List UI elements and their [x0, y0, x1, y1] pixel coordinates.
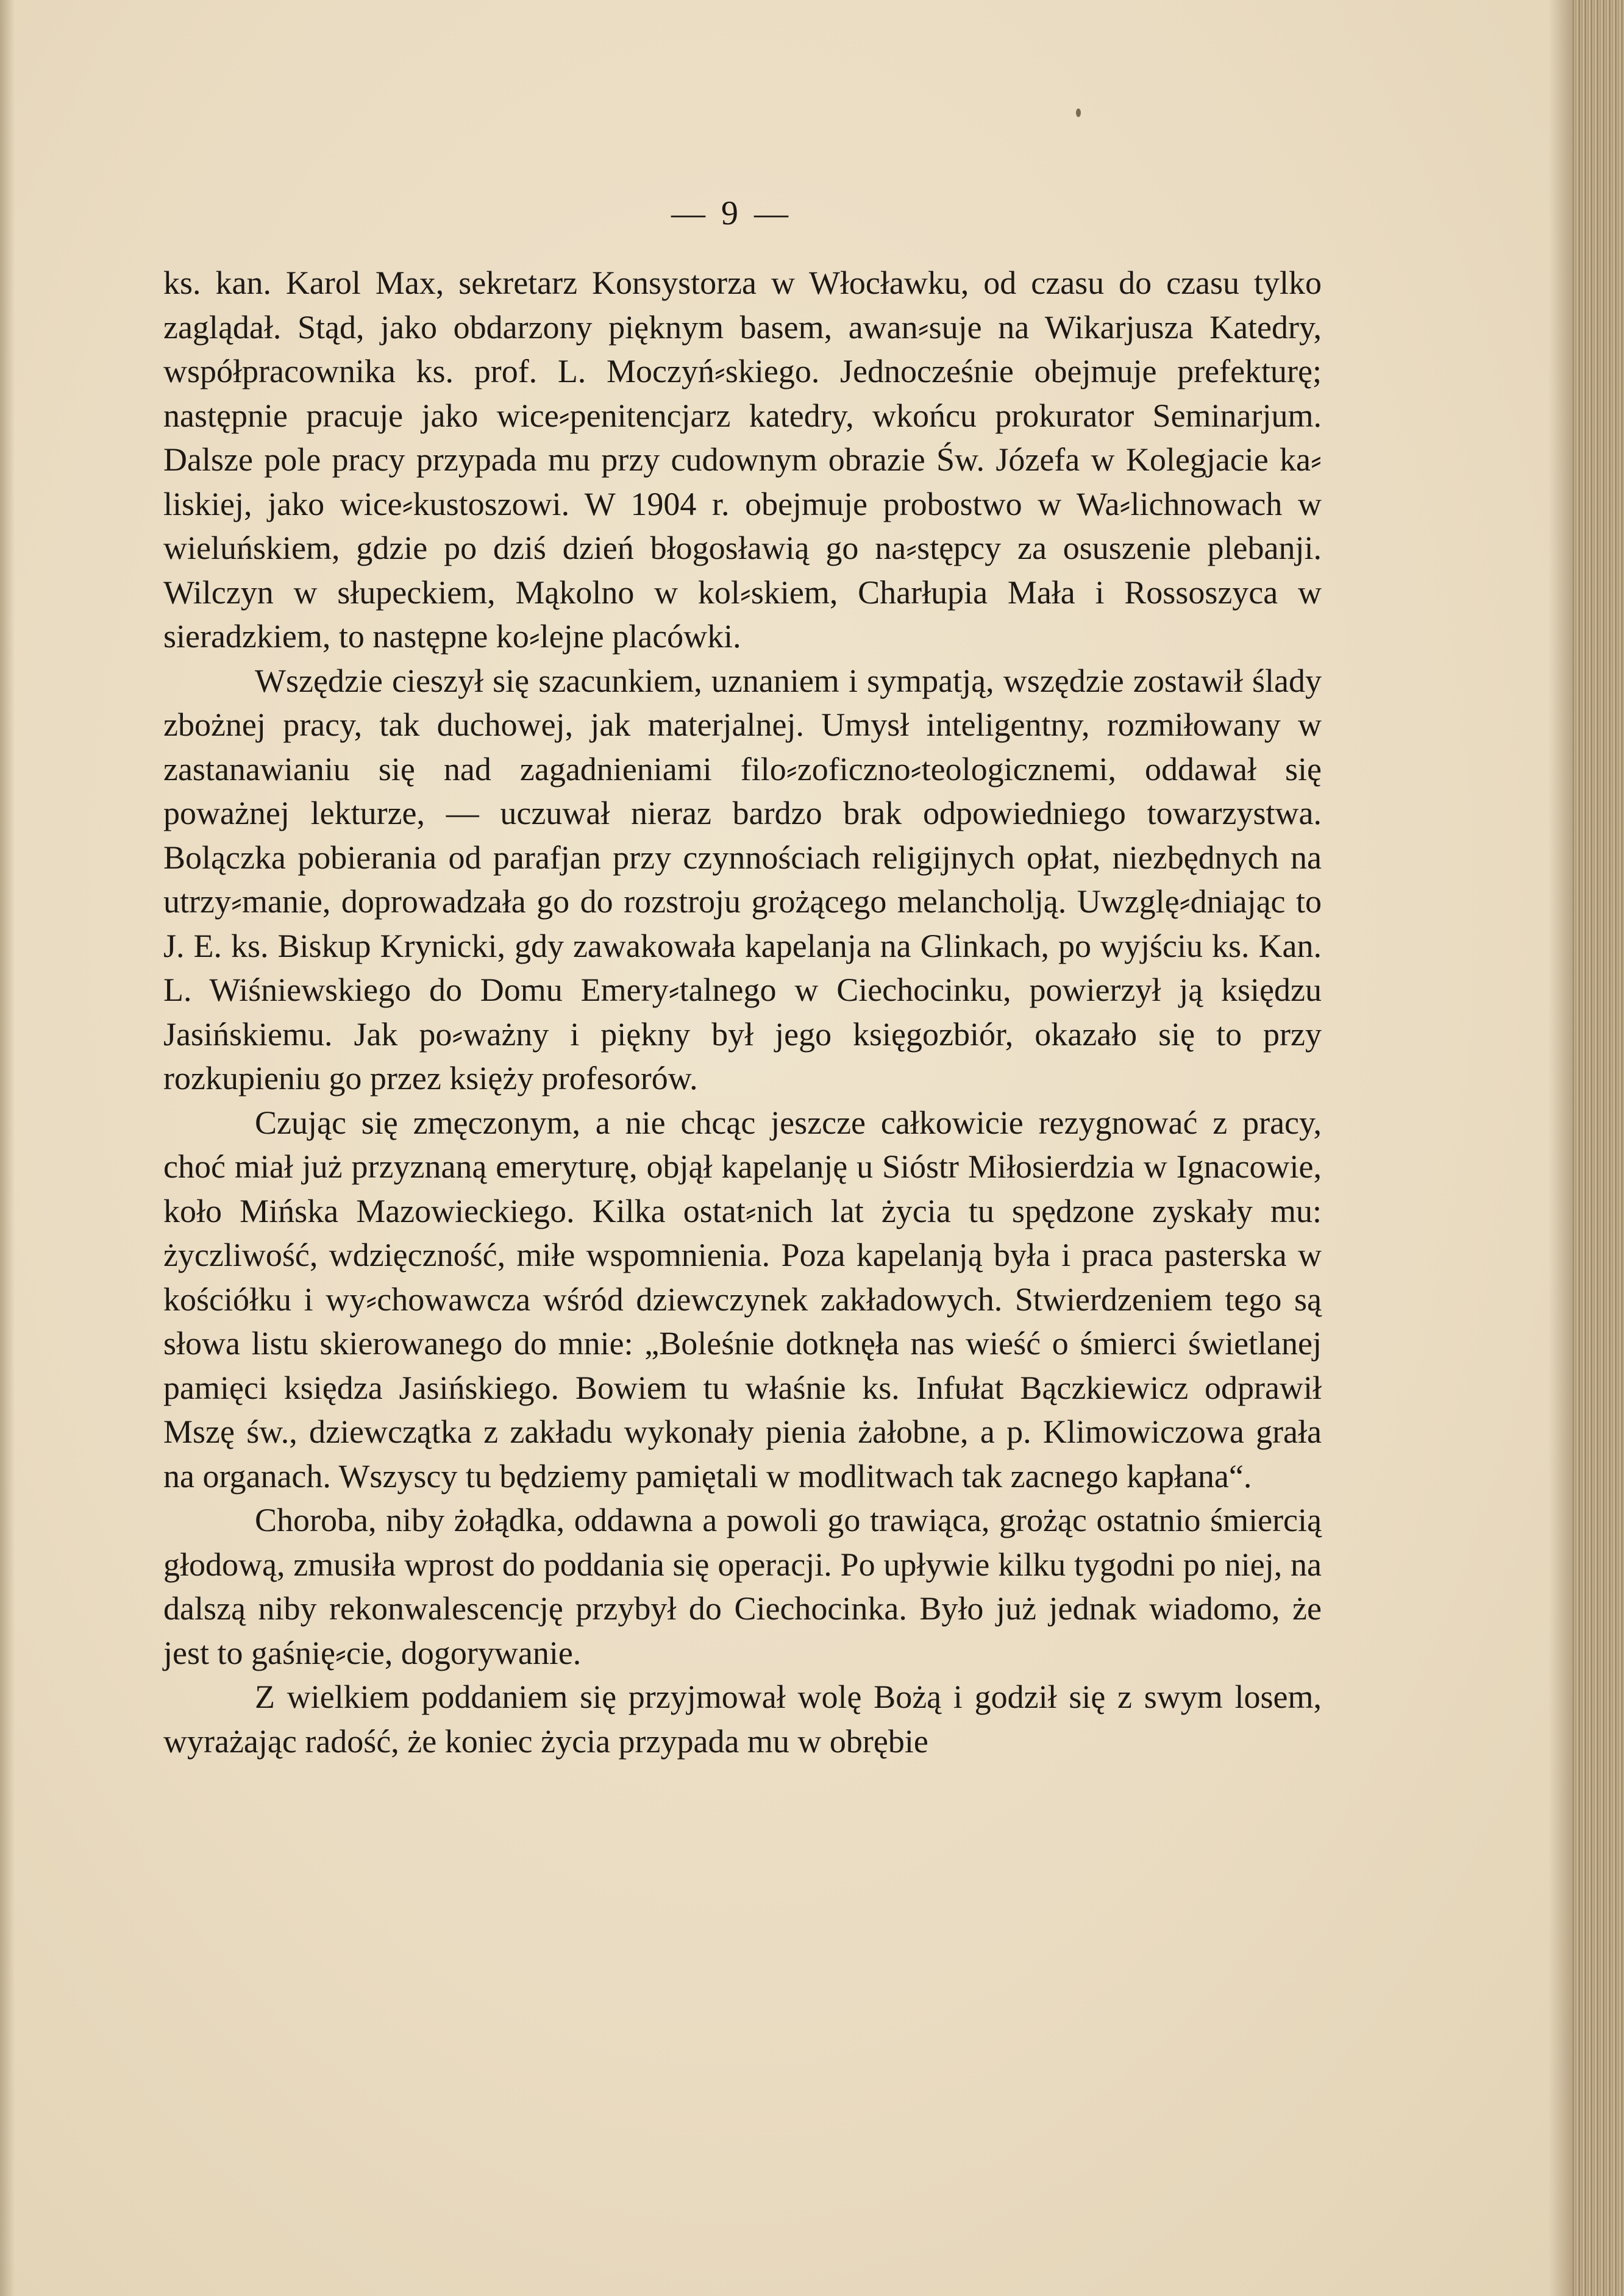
- paragraph-3: Czując się zmęczonym, a nie chcąc jeszcze całkowicie rezygnować z pracy, choć miał już przyznaną emeryturę, objął kapelanję u Sióstr Miłosierdzia w Ignacowie, koło Mińska Mazowieckiego. Kilka ostat⸗nich lat życia tu spędzone zyskały mu: życzliwość, wdzięczność, miłe wspomnienia. Poza kapelanją była i praca pasterska w kościółku i wy⸗chowawcza wśród dziewczynek zakładowych. Stwierdzeniem tego są słowa listu skierowanego do mnie: „Boleśnie dotknęła nas wieść o śmierci świetlanej pamięci księdza Jasińskiego. Bowiem tu właśnie ks. Infułat Bączkiewicz odprawił Mszę św., dziewczątka z zakładu wykonały pienia żałobne, a p. Klimowiczowa grała na organach. Wszyscy tu będziemy pamiętali w modlitwach tak zacnego kapłana“.: [163, 1104, 1322, 1495]
- page-gutter-shadow: [1548, 0, 1576, 2296]
- page-left-shadow: [0, 0, 15, 2296]
- page-stack-edges: [1573, 0, 1624, 2296]
- paragraph-1: ks. kan. Karol Max, sekretarz Konsystorza w Włocławku, od czasu do czasu tylko zaglądał. Stąd, jako obdarzony pięknym basem, awan⸗suje na Wikarjusza Katedry, współpracownika ks. prof. L. Moczyń⸗skiego. Jednocześnie obejmuje prefekturę; następnie pracuje jako wice⸗penitencjarz katedry, wkońcu prokurator Seminarjum. Dalsze pole pracy przypada mu przy cudownym obrazie Św. Józefa w Kolegjacie ka⸗liskiej, jako wice⸗kustoszowi. W 1904 r. obejmuje probostwo w Wa⸗lichnowach w wieluńskiem, gdzie po dziś dzień błogosławią go na⸗stępcy za osuszenie plebanji. Wilczyn w słupeckiem, Mąkolno w kol⸗skiem, Charłupia Mała i Rossoszyca w sieradzkiem, to następne ko⸗lejne placówki.: [163, 265, 1322, 655]
- paragraph-5: Z wielkiem poddaniem się przyjmował wolę Bożą i godził się z swym losem, wyrażając radość, że koniec życia przypada mu w obrębie: [163, 1679, 1322, 1760]
- body-text: [163, 261, 1322, 1763]
- paragraph-2: Wszędzie cieszył się szacunkiem, uznaniem i sympatją, wszędzie zostawił ślady zbożnej pracy, tak duchowej, jak materjalnej. Umysł inteligentny, rozmiłowany w zastanawianiu się nad zagadnieniami filo⸗zoficzno⸗teologicznemi, oddawał się poważnej lekturze, — uczuwał nieraz bardzo brak odpowiedniego towarzystwa. Bolączka pobierania od parafjan przy czynnościach religijnych opłat, niezbędnych na utrzy⸗manie, doprowadzała go do rozstroju grożącego melancholją. Uwzglę⸗dniając to J. E. ks. Biskup Krynicki, gdy zawakowała kapelanja na Glinkach, po wyjściu ks. Kan. L. Wiśniewskiego do Domu Emery⸗talnego w Ciechocinku, powierzył ją księdzu Jasińskiemu. Jak po⸗ważny i piękny był jego księgozbiór, okazało się to przy rozkupieniu go przez księży profesorów.: [163, 662, 1322, 1096]
- paper-speck: [1076, 108, 1081, 117]
- paragraph-4: Choroba, niby żołądka, oddawna a powoli go trawiąca, grożąc ostatnio śmiercią głodową, zmusiła wprost do poddania się operacji. Po upływie kilku tygodni po niej, na dalszą niby rekonwalescencję przybył do Ciechocinka. Było już jednak wiadomo, że jest to gaśnię⸗cie, dogorywanie.: [163, 1502, 1322, 1671]
- page-number: — 9 —: [671, 194, 792, 232]
